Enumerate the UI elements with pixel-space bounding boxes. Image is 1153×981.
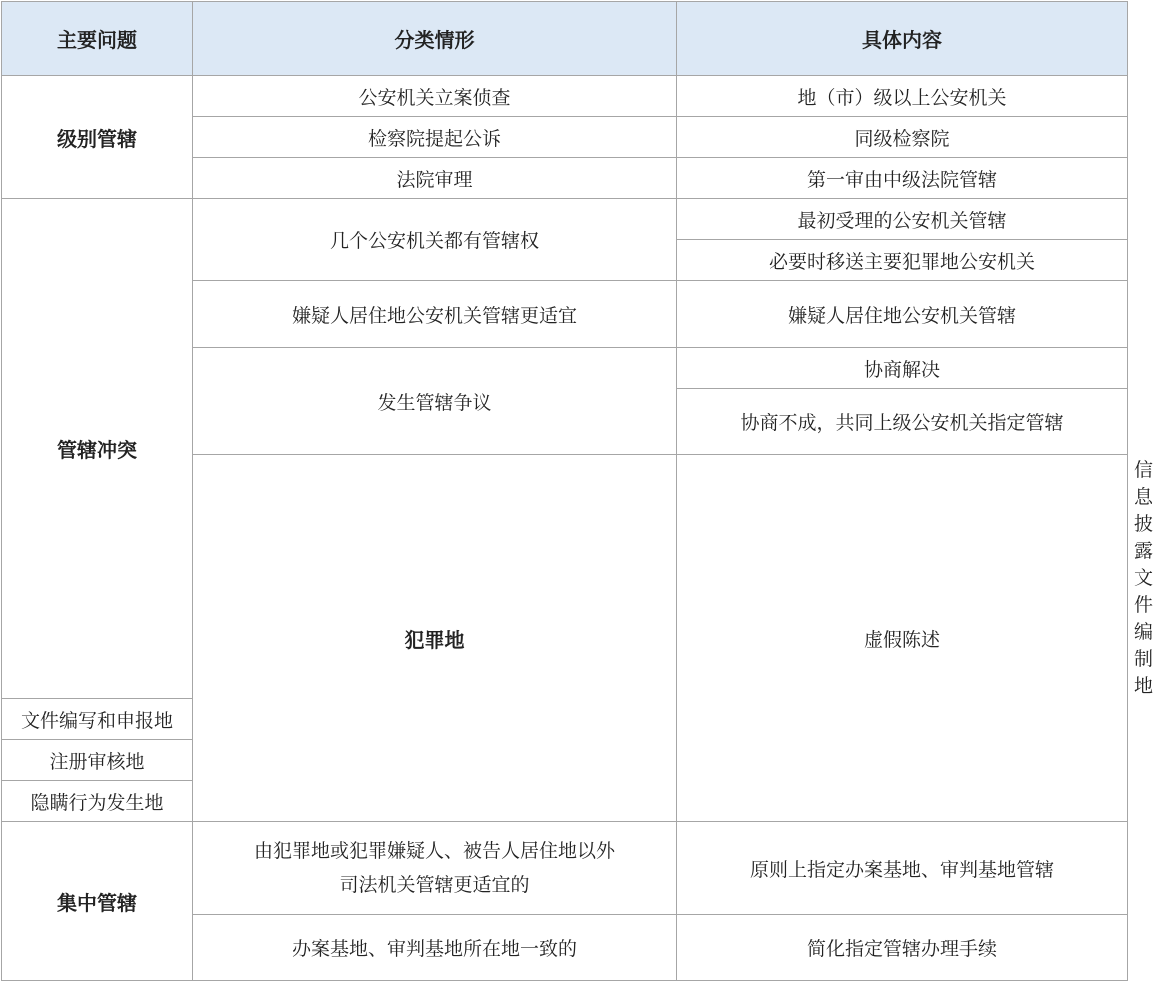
header-main-issue: 主要问题	[2, 2, 193, 76]
header-content: 具体内容	[677, 2, 1128, 76]
category-cell	[193, 822, 677, 915]
content-cell: 隐瞒行为发生地	[2, 781, 193, 822]
content-cell: 地（市）级以上公安机关	[677, 76, 1128, 117]
category-cell: 几个公安机关都有管辖权	[193, 199, 677, 281]
content-cell: 简化指定管辖办理手续	[677, 915, 1128, 981]
content-cell: 协商解决	[677, 348, 1128, 389]
issue-jurisdiction-conflict: 管辖冲突	[2, 199, 193, 699]
content-cell: 第一审由中级法院管辖	[677, 158, 1128, 199]
content-cell: 文件编写和申报地	[2, 699, 193, 740]
content-cell: 协商不成，共同上级公安机关指定管辖	[677, 389, 1128, 455]
category-line: 司法机关管辖更适宜的	[339, 874, 530, 896]
table-row	[2, 76, 1128, 117]
category-cell: 虚假陈述	[677, 455, 1128, 822]
content-cell: 最初受理的公安机关管辖	[677, 199, 1128, 240]
jurisdiction-table	[1, 1, 1153, 981]
category-cell: 法院审理	[193, 158, 677, 199]
category-cell: 办案基地、审判基地所在地一致的	[193, 915, 677, 981]
content-cell: 必要时移送主要犯罪地公安机关	[677, 240, 1128, 281]
issue-crime-place: 犯罪地	[193, 455, 677, 822]
issue-level-jurisdiction: 级别管辖	[2, 76, 193, 199]
header-category: 分类情形	[193, 2, 677, 76]
table-row: 犯罪地 虚假陈述 信息披露文件编制地	[2, 455, 1128, 699]
content-cell: 注册审核地	[2, 740, 193, 781]
content-cell: 嫌疑人居住地公安机关管辖	[677, 281, 1128, 348]
content-cell: 原则上指定办案基地、审判基地管辖	[677, 822, 1128, 915]
content-cell: 同级检察院	[677, 117, 1128, 158]
category-cell: 嫌疑人居住地公安机关管辖更适宜	[193, 281, 677, 348]
category-cell: 公安机关立案侦查	[193, 76, 677, 117]
category-cell: 检察院提起公诉	[193, 117, 677, 158]
issue-centralized-jurisdiction: 集中管辖	[2, 822, 193, 981]
category-cell: 发生管辖争议	[193, 348, 677, 455]
header-row	[2, 2, 1128, 76]
table-row	[2, 199, 1128, 240]
category-line: 由犯罪地或犯罪嫌疑人、被告人居住地以外	[253, 840, 615, 862]
table-row	[2, 822, 1128, 915]
